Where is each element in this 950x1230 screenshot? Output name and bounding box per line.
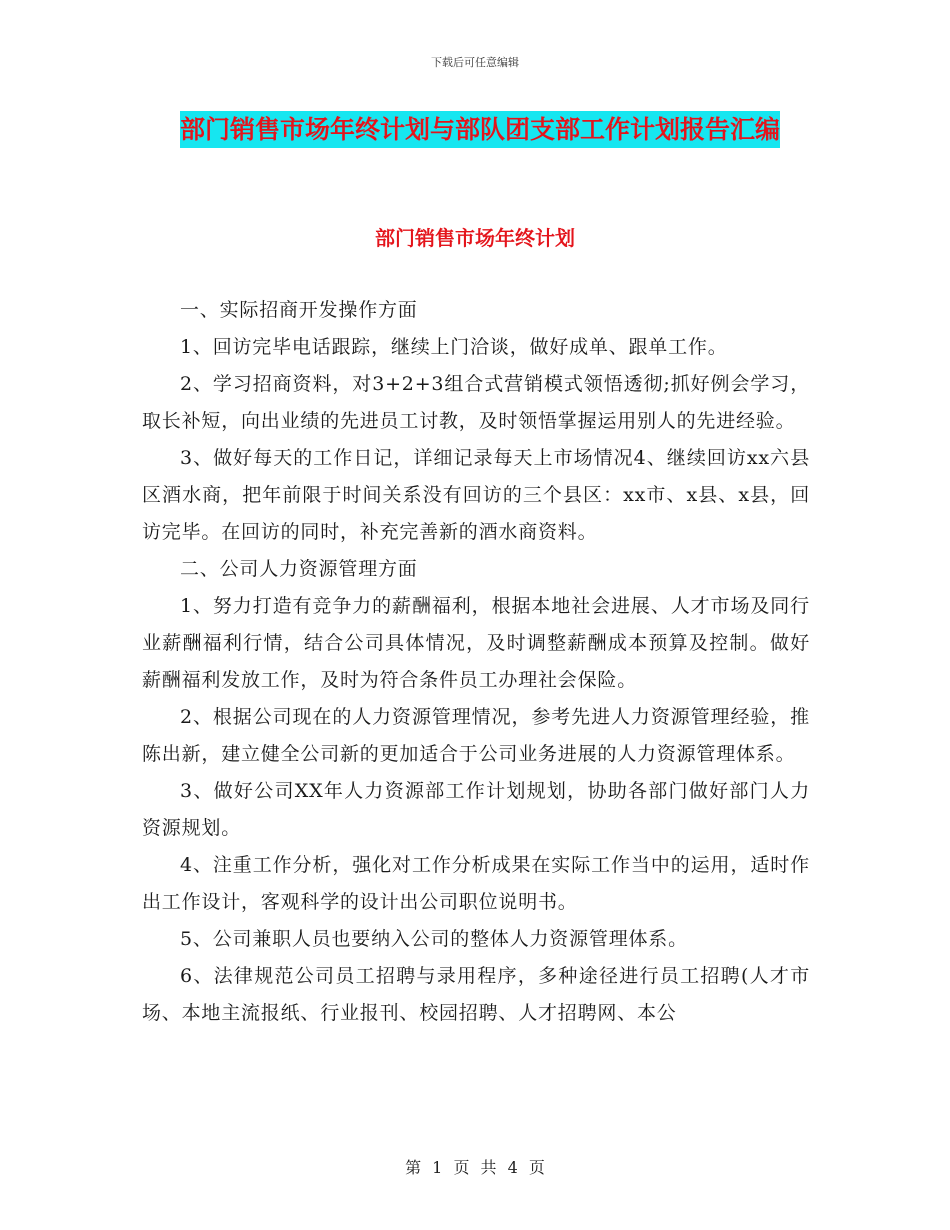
paragraph: 1、努力打造有竞争力的薪酬福利，根据本地社会进展、人才市场及同行业薪酬福利行情，结合公司具体情况，及时调整薪酬成本预算及控制。做好薪酬福利发放工作，及时为符合条件员工办理社会保险。	[142, 595, 810, 691]
page-header-note: 下载后可任意编辑	[431, 56, 519, 69]
paragraph: 5、公司兼职人员也要纳入公司的整体人力资源管理体系。	[180, 928, 688, 950]
document-title-text: 部门销售市场年终计划与部队团支部工作计划报告汇编	[180, 111, 780, 148]
paragraph: 一、实际招商开发操作方面	[180, 299, 418, 321]
paragraph: 6、法律规范公司员工招聘与录用程序，多种途径进行员工招聘(人才市场、本地主流报纸、行业报刊、校园招聘、人才招聘网、本公	[142, 965, 810, 1024]
paragraph: 2、根据公司现在的人力资源管理情况，参考先进人力资源管理经验，推陈出新，建立健全公司新的更加适合于公司业务进展的人力资源管理体系。	[142, 706, 810, 765]
document-title	[140, 106, 820, 154]
document-body	[142, 292, 810, 1032]
paragraph: 二、公司人力资源管理方面	[180, 558, 418, 580]
paragraph: 4、注重工作分析，强化对工作分析成果在实际工作当中的运用，适时作出工作设计，客观科学的设计出公司职位说明书。	[142, 854, 810, 913]
paragraph: 2、学习招商资料，对3+2+3组合式营销模式领悟透彻;抓好例会学习，取长补短，向出业绩的先进员工讨教，及时领悟掌握运用别人的先进经验。	[142, 373, 810, 432]
paragraph: 1、回访完毕电话跟踪，继续上门洽谈，做好成单、跟单工作。	[180, 336, 728, 358]
paragraph: 3、做好公司XX年人力资源部工作计划规划，协助各部门做好部门人力资源规划。	[142, 780, 810, 839]
section-title: 部门销售市场年终计划	[375, 226, 575, 250]
page-number: 第 1 页 共 4 页	[405, 1158, 545, 1177]
paragraph: 3、做好每天的工作日记，详细记录每天上市场情况4、继续回访xx六县区酒水商，把年前限于时间关系没有回访的三个县区：xx市、x县、x县，回访完毕。在回访的同时，补充完善新的酒水商资料。	[142, 447, 810, 543]
